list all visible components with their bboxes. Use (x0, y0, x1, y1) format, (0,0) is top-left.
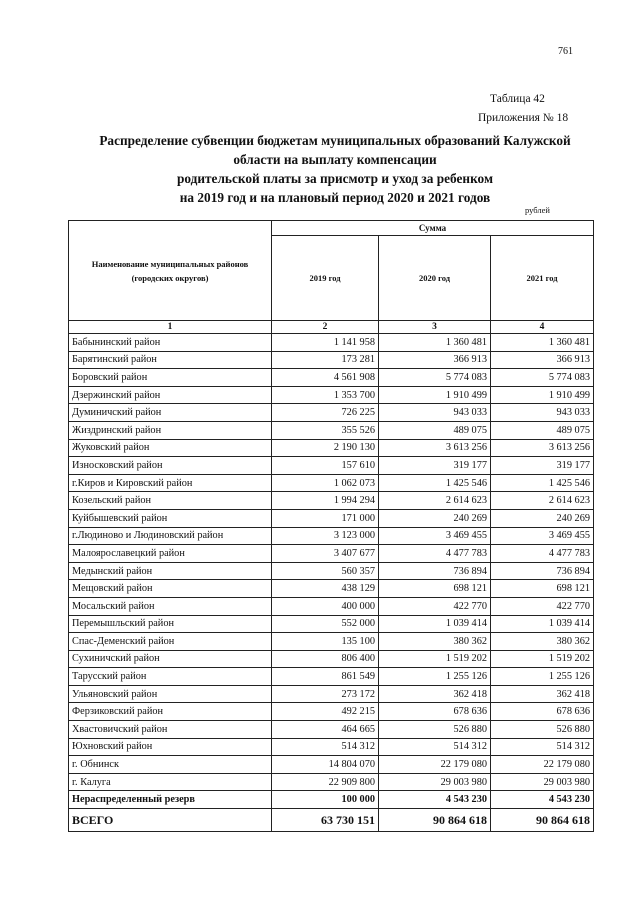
table-row (69, 738, 594, 756)
total-2020: 90 864 618 (379, 809, 491, 832)
row-value-2021: 240 269 (491, 509, 594, 527)
row-value-2020: 5 774 083 (379, 369, 491, 387)
row-name: г.Людиново и Людиновский район (69, 527, 272, 545)
row-value-2019: 135 100 (272, 633, 379, 651)
row-value-2019: 861 549 (272, 668, 379, 686)
row-value-2019: 2 190 130 (272, 439, 379, 457)
row-value-2019: 726 225 (272, 404, 379, 422)
row-value-2021: 514 312 (491, 738, 594, 756)
reserve-2019: 100 000 (272, 791, 379, 809)
row-value-2019: 157 610 (272, 457, 379, 475)
header-year-2021: 2021 год (491, 236, 594, 321)
row-value-2021: 22 179 080 (491, 756, 594, 774)
row-value-2020: 678 636 (379, 703, 491, 721)
row-value-2020: 514 312 (379, 738, 491, 756)
row-name: Куйбышевский район (69, 509, 272, 527)
row-value-2020: 1 519 202 (379, 650, 491, 668)
row-value-2021: 526 880 (491, 721, 594, 739)
row-value-2020: 2 614 623 (379, 492, 491, 510)
row-value-2021: 1 039 414 (491, 615, 594, 633)
row-value-2020: 380 362 (379, 633, 491, 651)
title-line: Распределение субвенции бюджетам муниципальных образований Калужской (99, 133, 571, 148)
row-value-2020: 736 894 (379, 562, 491, 580)
row-value-2020: 943 033 (379, 404, 491, 422)
row-value-2021: 319 177 (491, 457, 594, 475)
table-label: Таблица 42 (490, 93, 545, 105)
row-name: Износковский район (69, 457, 272, 475)
page-number: 761 (558, 46, 573, 57)
row-value-2019: 3 407 677 (272, 545, 379, 563)
row-value-2019: 1 062 073 (272, 474, 379, 492)
table-row (69, 474, 594, 492)
row-value-2021: 678 636 (491, 703, 594, 721)
row-value-2019: 806 400 (272, 650, 379, 668)
row-name: г. Обнинск (69, 756, 272, 774)
row-value-2020: 1 360 481 (379, 334, 491, 352)
column-number: 1 (69, 321, 272, 334)
subvention-table (68, 220, 594, 832)
row-name: Дзержинский район (69, 386, 272, 404)
currency-unit: рублей (525, 205, 550, 215)
row-name: Жиздринский район (69, 421, 272, 439)
table-row (69, 334, 594, 352)
row-value-2019: 273 172 (272, 685, 379, 703)
row-name: Спас-Деменский район (69, 633, 272, 651)
table-row (69, 756, 594, 774)
row-value-2021: 3 613 256 (491, 439, 594, 457)
title-line: на 2019 год и на плановый период 2020 и 2021 годов (179, 190, 491, 205)
row-name: Жуковский район (69, 439, 272, 457)
row-value-2019: 355 526 (272, 421, 379, 439)
row-value-2021: 380 362 (491, 633, 594, 651)
row-value-2019: 1 141 958 (272, 334, 379, 352)
total-row (69, 809, 594, 832)
row-value-2019: 4 561 908 (272, 369, 379, 387)
table-row (69, 703, 594, 721)
table-body (69, 334, 594, 791)
row-value-2021: 5 774 083 (491, 369, 594, 387)
row-value-2021: 943 033 (491, 404, 594, 422)
table-row (69, 509, 594, 527)
row-value-2020: 1 255 126 (379, 668, 491, 686)
row-value-2021: 29 003 980 (491, 773, 594, 791)
row-value-2020: 526 880 (379, 721, 491, 739)
row-name: Козельский район (69, 492, 272, 510)
table-row (69, 527, 594, 545)
row-value-2020: 362 418 (379, 685, 491, 703)
table-row (69, 421, 594, 439)
row-value-2021: 736 894 (491, 562, 594, 580)
reserve-name: Нераспределенный резерв (69, 791, 272, 809)
row-name: Тарусский район (69, 668, 272, 686)
row-name: Медынский район (69, 562, 272, 580)
row-value-2021: 3 469 455 (491, 527, 594, 545)
table-row (69, 597, 594, 615)
row-name: Перемышльский район (69, 615, 272, 633)
table-row (69, 650, 594, 668)
row-name: Хвастовичский район (69, 721, 272, 739)
header-year-2020: 2020 год (379, 236, 491, 321)
row-name: г.Киров и Кировский район (69, 474, 272, 492)
row-name: Юхновский район (69, 738, 272, 756)
row-value-2021: 2 614 623 (491, 492, 594, 510)
row-value-2021: 489 075 (491, 421, 594, 439)
reserve-2021: 4 543 230 (491, 791, 594, 809)
table-row (69, 580, 594, 598)
table-row (69, 685, 594, 703)
document-title (60, 131, 610, 207)
row-value-2020: 698 121 (379, 580, 491, 598)
row-value-2021: 4 477 783 (491, 545, 594, 563)
row-name: Ульяновский район (69, 685, 272, 703)
table-row (69, 457, 594, 475)
row-value-2020: 22 179 080 (379, 756, 491, 774)
row-value-2021: 1 360 481 (491, 334, 594, 352)
row-value-2019: 400 000 (272, 597, 379, 615)
row-value-2021: 1 519 202 (491, 650, 594, 668)
row-value-2019: 1 353 700 (272, 386, 379, 404)
table-row (69, 351, 594, 369)
row-value-2019: 14 804 070 (272, 756, 379, 774)
row-value-2020: 1 425 546 (379, 474, 491, 492)
row-value-2020: 3 469 455 (379, 527, 491, 545)
row-value-2021: 366 913 (491, 351, 594, 369)
row-value-2019: 22 909 800 (272, 773, 379, 791)
row-name: Малоярославецкий район (69, 545, 272, 563)
row-value-2020: 4 477 783 (379, 545, 491, 563)
row-name: Барятинский район (69, 351, 272, 369)
table-row (69, 545, 594, 563)
row-value-2020: 422 770 (379, 597, 491, 615)
row-value-2020: 29 003 980 (379, 773, 491, 791)
row-value-2019: 514 312 (272, 738, 379, 756)
row-name: Сухиничский район (69, 650, 272, 668)
row-value-2021: 362 418 (491, 685, 594, 703)
header-sum: Сумма (272, 221, 594, 236)
row-value-2019: 560 357 (272, 562, 379, 580)
total-2019: 63 730 151 (272, 809, 379, 832)
table-row (69, 773, 594, 791)
table-row (69, 404, 594, 422)
annex-label: Приложения № 18 (478, 112, 569, 124)
column-number: 2 (272, 321, 379, 334)
row-name: Бабынинский район (69, 334, 272, 352)
column-number: 3 (379, 321, 491, 334)
row-name: Думиничский район (69, 404, 272, 422)
row-value-2019: 492 215 (272, 703, 379, 721)
reserve-row (69, 791, 594, 809)
row-value-2020: 319 177 (379, 457, 491, 475)
row-name: г. Калуга (69, 773, 272, 791)
column-number: 4 (491, 321, 594, 334)
row-value-2021: 422 770 (491, 597, 594, 615)
row-value-2021: 1 425 546 (491, 474, 594, 492)
row-value-2019: 171 000 (272, 509, 379, 527)
row-value-2020: 3 613 256 (379, 439, 491, 457)
table-row (69, 439, 594, 457)
table-row (69, 633, 594, 651)
row-name: Мещовский район (69, 580, 272, 598)
row-value-2019: 3 123 000 (272, 527, 379, 545)
title-line: области на выплату компенсации (233, 152, 437, 167)
header-year-2019: 2019 год (272, 236, 379, 321)
row-value-2020: 366 913 (379, 351, 491, 369)
row-value-2020: 1 039 414 (379, 615, 491, 633)
row-name: Мосальский район (69, 597, 272, 615)
table-row (69, 562, 594, 580)
total-name: ВСЕГО (69, 809, 272, 832)
total-2021: 90 864 618 (491, 809, 594, 832)
row-value-2020: 489 075 (379, 421, 491, 439)
table-row (69, 492, 594, 510)
row-value-2019: 1 994 294 (272, 492, 379, 510)
title-line: родительской платы за присмотр и уход за ребенком (176, 171, 494, 186)
table-row (69, 615, 594, 633)
row-value-2019: 173 281 (272, 351, 379, 369)
table-row (69, 386, 594, 404)
row-value-2021: 698 121 (491, 580, 594, 598)
row-value-2020: 240 269 (379, 509, 491, 527)
row-value-2021: 1 910 499 (491, 386, 594, 404)
header-name-column: Наименование муниципальных районов (городских округов) (69, 221, 272, 321)
row-value-2019: 438 129 (272, 580, 379, 598)
table-row (69, 369, 594, 387)
row-value-2020: 1 910 499 (379, 386, 491, 404)
row-value-2021: 1 255 126 (491, 668, 594, 686)
table-row (69, 721, 594, 739)
row-value-2019: 552 000 (272, 615, 379, 633)
row-name: Боровский район (69, 369, 272, 387)
row-name: Ферзиковский район (69, 703, 272, 721)
table-row (69, 668, 594, 686)
reserve-2020: 4 543 230 (379, 791, 491, 809)
row-value-2019: 464 665 (272, 721, 379, 739)
